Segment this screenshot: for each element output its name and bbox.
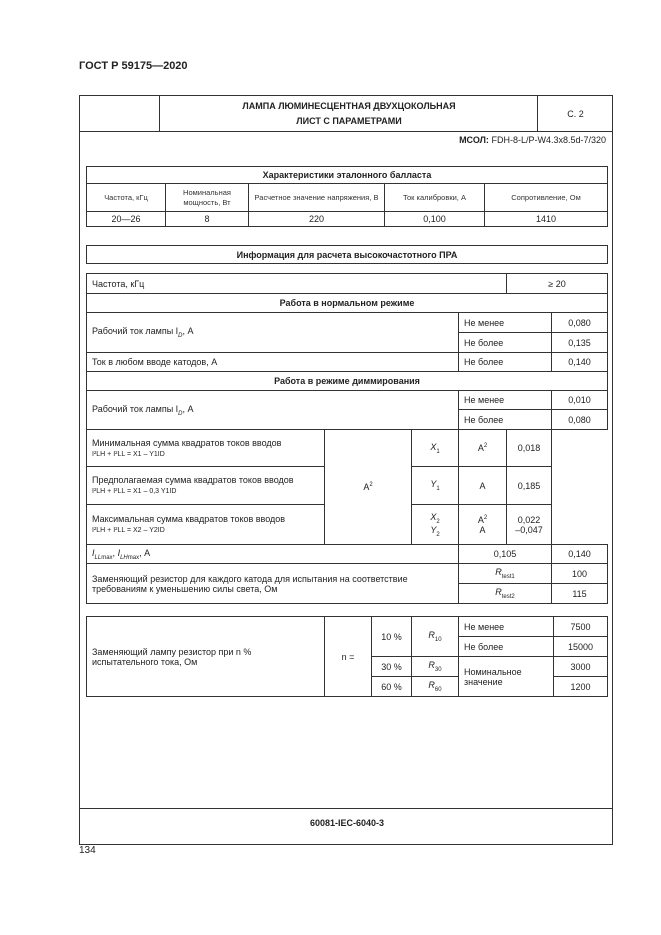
nominal-label: Номинальное значение (459, 657, 554, 697)
pred-sum-cell (87, 467, 325, 505)
p30: 30 % (372, 657, 412, 677)
ballast-col-resistance: Сопротивление, Ом (485, 184, 608, 212)
ilhmax-value: 0,140 (552, 545, 608, 564)
normal-not-more: Не более (459, 333, 552, 353)
p10: 10 % (372, 617, 412, 657)
freq-label: Частота, кГц (87, 274, 507, 294)
x2-y2-units: $А^2$ А (459, 505, 507, 545)
ballast-val-current: 0,100 (385, 212, 485, 227)
dim-max-value: 0,080 (552, 410, 608, 430)
rtest1-value: 100 (552, 564, 608, 584)
max-sum-formula: I²LH + I²LL = X2 – Y2ID (92, 527, 165, 534)
r30-value: 3000 (554, 657, 608, 677)
title-line-2: ЛИСТ С ПАРАМЕТРАМИ (296, 115, 402, 126)
min-sum-label: Минимальная сумма квадратов токов вводов (92, 437, 282, 448)
x1-symbol: $X_1$ (412, 430, 459, 467)
ballast-table (86, 166, 608, 227)
rtest2-value: 115 (552, 584, 608, 604)
mcol-designation (459, 135, 606, 145)
dim-min-value: 0,010 (552, 391, 608, 410)
hf-table (86, 273, 608, 604)
ballast-title: Характеристики эталонного балласта (87, 167, 608, 184)
x1-unit: $А^2$ (459, 430, 507, 467)
mcol-value: FDH-8-L/P-W4.3x8.5d-7/320 (491, 135, 606, 145)
x2-y2-values: 0,022 –0,047 (507, 505, 552, 545)
rtest1-symbol: $R_{test1}$ (459, 564, 552, 584)
normal-min-value: 0,080 (552, 313, 608, 333)
lamp-resistor-label: Заменяющий лампу резистор при n % испытательного тока, Ом (87, 617, 325, 697)
r10-min-value: 7500 (554, 617, 608, 637)
r10-not-less: Не менее (459, 617, 554, 637)
pred-sum-formula: I²LH + I²LL = X1 – 0,3 Y1ID (92, 488, 177, 495)
min-sum-formula: I²LH + I²LL = X1 – Y1ID (92, 450, 165, 458)
normal-not-less: Не менее (459, 313, 552, 333)
document-code: 60081-IEC-6040-3 (309, 818, 385, 828)
r30-symbol: $R_{30}$ (412, 657, 459, 677)
y1-unit: А (459, 467, 507, 505)
sheet-title (160, 96, 538, 131)
sheet-page: С. 2 (567, 108, 584, 119)
dim-not-less: Не менее (459, 391, 552, 410)
cathode-max-value: 0,140 (552, 353, 608, 372)
p60: 60 % (372, 677, 412, 697)
hf-title-table (86, 245, 608, 264)
freq-value: ≥ 20 (507, 274, 608, 294)
max-sum-cell (87, 505, 325, 545)
x2-y2-symbols: $X_2$ $Y_2$ (412, 505, 459, 545)
ballast-col-current: Ток калибровки, А (385, 184, 485, 212)
normal-lamp-current-label: Рабочий ток лампы $I_D$, А (87, 313, 459, 353)
n-equals: n = (325, 617, 372, 697)
normal-max-value: 0,135 (552, 333, 608, 353)
r10-not-more: Не более (459, 637, 554, 657)
y1-value: 0,185 (507, 467, 552, 505)
r60-value: 1200 (554, 677, 608, 697)
ballast-col-voltage: Расчетное значение напряжения, В (249, 184, 385, 212)
page-number: 134 (79, 845, 96, 856)
dim-not-more: Не более (459, 410, 552, 430)
r60-symbol: $R_{60}$ (412, 677, 459, 697)
max-sum-label: Максимальная сумма квадратов токов вводов (92, 514, 286, 524)
cathode-current-label: Ток в любом вводе катодов, А (87, 353, 459, 372)
lamp-resistor-table (86, 616, 608, 697)
ballast-col-freq: Частота, кГц (87, 184, 166, 212)
parameter-sheet-frame (79, 95, 613, 845)
illmax-label: $I_{LLmax}$, $I_{LHmax}$, А (87, 545, 459, 564)
dim-mode-title: Работа в режиме диммирования (87, 372, 608, 391)
normal-mode-title: Работа в нормальном режиме (87, 294, 608, 313)
ballast-val-resistance: 1410 (485, 212, 608, 227)
ballast-col-power: Номинальная мощность, Вт (166, 184, 249, 212)
dim-lamp-current-label: Рабочий ток лампы $I_D$, А (87, 391, 459, 430)
cathode-not-more: Не более (459, 353, 552, 372)
ballast-val-voltage: 220 (249, 212, 385, 227)
illmax-value: 0,105 (459, 545, 552, 564)
mcol-label: МСОЛ: (459, 135, 489, 145)
r10-symbol: $R_{10}$ (412, 617, 459, 657)
x1-value: 0,018 (507, 430, 552, 467)
sum-unit: $А^2$ (325, 430, 412, 545)
y1-symbol: $Y_1$ (412, 467, 459, 505)
ballast-val-power: 8 (166, 212, 249, 227)
r10-max-value: 15000 (554, 637, 608, 657)
ballast-val-freq: 20—26 (87, 212, 166, 227)
resistor-label: Заменяющий резистор для каждого катода для испытания на соответствие требованиям к уменьшению силы света, Ом (87, 564, 459, 604)
title-line-1: ЛАМПА ЛЮМИНЕСЦЕНТНАЯ ДВУХЦОКОЛЬНАЯ (242, 100, 456, 111)
pred-sum-label: Предполагаемая сумма квадратов токов вводов (92, 475, 294, 485)
standard-number: ГОСТ Р 59175—2020 (79, 60, 188, 72)
hf-title: Информация для расчета высокочастотного ПРА (87, 246, 608, 264)
min-sum-cell (87, 430, 325, 467)
rtest2-symbol: $R_{test2}$ (459, 584, 552, 604)
